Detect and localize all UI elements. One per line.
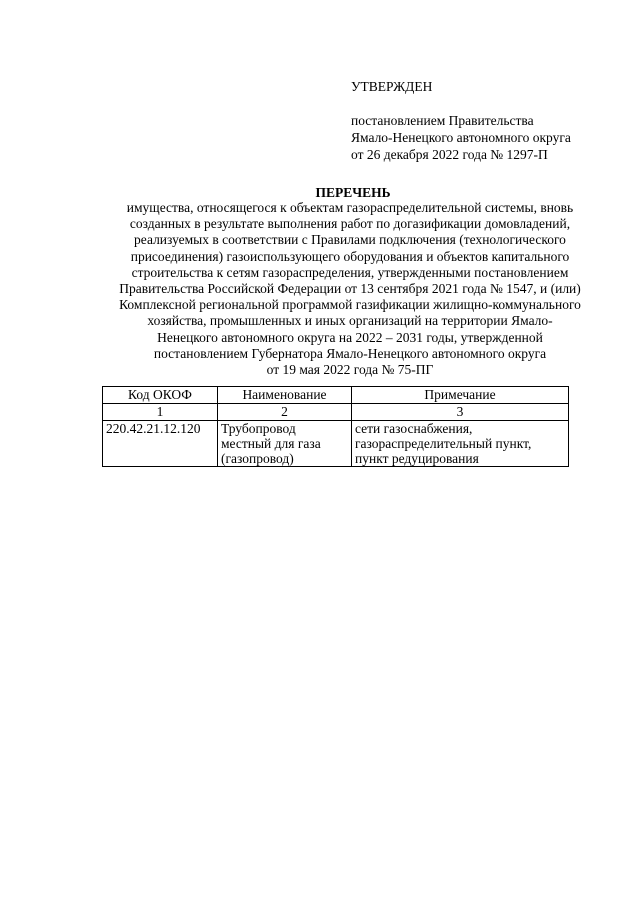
subtitle-line: Ненецкого автономного округа на 2022 – 2031 годы, утвержденной <box>157 329 543 345</box>
document-subtitle <box>60 200 640 378</box>
name-line: местный для газа <box>221 436 321 451</box>
column-numbers-row <box>103 404 569 421</box>
subtitle-line: созданных в результате выполнения работ по догазификации домовладений, <box>129 216 571 232</box>
subtitle-line: строительства к сетям газораспределения, утвержденными постановлением <box>131 264 569 280</box>
name-line: Трубопровод <box>221 421 296 436</box>
table-header-row <box>103 387 569 404</box>
subtitle-line: Комплексной региональной программой газификации жилищно-коммунального <box>119 297 581 313</box>
table-row <box>103 421 569 467</box>
header-code: Код ОКОФ <box>103 387 218 404</box>
note-line: сети газоснабжения, <box>355 421 473 436</box>
subtitle-line: имущества, относящегося к объектам газораспределительной системы, вновь <box>126 200 574 215</box>
subtitle-line: хозяйства, промышленных и иных организаций на территории Ямало- <box>147 313 553 329</box>
column-number: 1 <box>103 404 218 421</box>
cell-name <box>218 421 352 467</box>
property-table <box>102 386 569 467</box>
subtitle-line: реализуемых в соответствии с Правилами подключения (технологического <box>134 232 566 248</box>
note-line: пункт редуцирования <box>355 451 479 466</box>
subtitle-line: от 19 мая 2022 года № 75-ПГ <box>266 362 434 378</box>
approval-title: УТВЕРЖДЕН <box>351 79 433 94</box>
approval-line: постановлением Правительства <box>351 113 534 128</box>
document-title: ПЕРЕЧЕНЬ <box>315 185 391 200</box>
subtitle-line: Правительства Российской Федерации от 13 сентября 2021 года № 1547, и (или) <box>119 281 581 297</box>
header-name: Наименование <box>218 387 352 404</box>
cell-note <box>352 421 569 467</box>
header-note: Примечание <box>352 387 569 404</box>
cell-code <box>103 421 218 467</box>
approval-stamp <box>351 78 621 163</box>
subtitle-line: присоединения) газоиспользующего оборудования и объектов капитального <box>130 248 570 264</box>
approval-line: от 26 декабря 2022 года № 1297-П <box>351 147 548 162</box>
subtitle-line: постановлением Губернатора Ямало-Ненецкого автономного округа <box>153 345 547 361</box>
name-line: (газопровод) <box>221 451 294 466</box>
note-line: газораспределительный пункт, <box>355 436 532 451</box>
column-number: 3 <box>352 404 569 421</box>
code-text: 220.42.21.12.120 <box>106 421 201 436</box>
column-number: 2 <box>218 404 352 421</box>
approval-line: Ямало-Ненецкого автономного округа <box>351 130 571 145</box>
